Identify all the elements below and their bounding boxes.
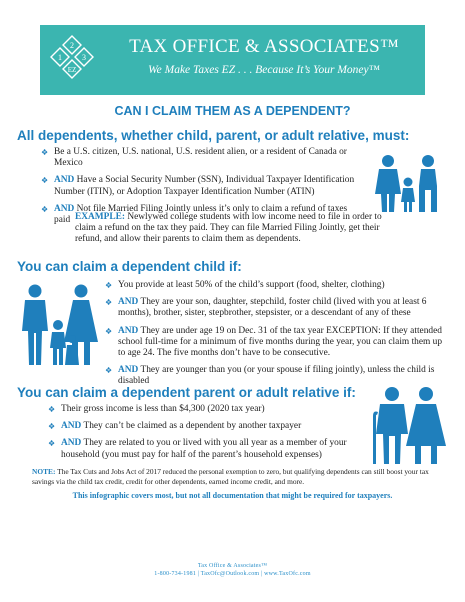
example-text: Newlywed college students with low income need to file in order to claim a refund on the tax they paid. They can file Married Filing Jointly, get their refund, and allow their parents to claim them as dependents. — [75, 212, 382, 245]
footer-contact: 1-800-734-1981 | TaxOfc@Outlook.com | www.TaxOfc.com — [154, 571, 311, 577]
brand-tagline: We Make Taxes EZ . . . Because It’s Your Money™ — [148, 64, 380, 76]
header-banner — [40, 25, 425, 95]
section2-heading: You can claim a dependent child if: — [17, 259, 242, 274]
list-item: ❖ AND They are under age 19 on Dec. 31 of the tax year EXCEPTION: If they attended school full-time for a minimum of five months during the year, you can claim them up to age 24. The five months don’t have to be consecutive. — [105, 325, 443, 359]
parents-child-icon — [370, 152, 448, 214]
section3-list — [47, 404, 367, 467]
elderly-couple-icon — [368, 386, 450, 464]
section3-heading: You can claim a dependent parent or adult relative if: — [17, 385, 356, 400]
brand-block — [108, 36, 420, 78]
note-text: The Tax Cuts and Jobs Act of 2017 reduced the personal exemption to zero, but qualifying dependents can still boost your tax savings via the child tax credit, credit for other dependents, earned income credit, and more. — [32, 467, 429, 486]
logo-digit-1: 1 — [58, 53, 62, 62]
page-title: CAN I CLAIM THEM AS A DEPENDENT? — [114, 104, 351, 118]
list-item: ❖ AND They are younger than you (or your spouse if filing jointly), unless the child is disabled — [105, 365, 435, 387]
list-item: ❖ AND They can’t be claimed as a dependent by another taxpayer — [48, 421, 302, 432]
logo-ez: EZ — [67, 66, 77, 74]
section2-list — [104, 280, 444, 394]
logo-digit-2: 2 — [70, 41, 74, 50]
family-icon — [22, 284, 98, 366]
footer-company: Tax Office & Associates™ — [197, 563, 268, 569]
diamond-bullet-icon: ❖ — [105, 326, 113, 336]
list-item: ❖ AND They are related to you or lived with you all year as a member of your household (you must pay for half of the parent’s household expenses) — [48, 438, 347, 460]
diamond-bullet-icon: ❖ — [105, 298, 113, 308]
diamond-bullet-icon: ❖ — [48, 405, 56, 414]
diamond-bullet-icon: ❖ — [41, 204, 49, 214]
logo-icon — [47, 33, 97, 85]
footer — [0, 562, 465, 578]
list-item: ❖ AND They are your son, daughter, stepchild, foster child (lived with you at least 6 months), brother, sister, stepbrother, stepsister, or a descendant of any of these — [105, 297, 427, 319]
example-paragraph — [75, 212, 385, 246]
list-item: ❖ Their gross income is less than $4,300 (2020 tax year) — [48, 404, 265, 414]
diamond-bullet-icon: ❖ — [48, 422, 56, 432]
note-label: NOTE: — [32, 467, 56, 476]
diamond-bullet-icon: ❖ — [41, 176, 49, 186]
logo-digit-3: 3 — [82, 53, 86, 62]
list-item: ❖ AND Not file Married Filing Jointly unless it’s only to claim a refund of taxes paid — [41, 203, 348, 226]
coverage-disclaimer: This infographic covers most, but not all documentation that might be required for taxpayers. — [72, 491, 393, 500]
diamond-bullet-icon: ❖ — [48, 439, 56, 449]
example-label: EXAMPLE: — [75, 212, 125, 222]
section1-heading: All dependents, whether child, parent, or adult relative, must: — [17, 128, 410, 143]
diamond-bullet-icon: ❖ — [41, 148, 49, 157]
list-item: ❖ AND Have a Social Security Number (SSN), Individual Taxpayer Identification Number (ITIN), or Adoption Taxpayer Identification Number (ATIN) — [41, 175, 355, 197]
note-paragraph — [32, 467, 437, 486]
brand-title: TAX OFFICE & ASSOCIATES™ — [129, 36, 399, 57]
list-item: ❖ Be a U.S. citizen, U.S. national, U.S. resident alien, or a resident of Canada or Mexico — [41, 147, 347, 169]
list-item: ❖ You provide at least 50% of the child’s support (food, shelter, clothing) — [105, 280, 385, 290]
diamond-bullet-icon: ❖ — [105, 366, 113, 376]
diamond-bullet-icon: ❖ — [105, 281, 113, 290]
